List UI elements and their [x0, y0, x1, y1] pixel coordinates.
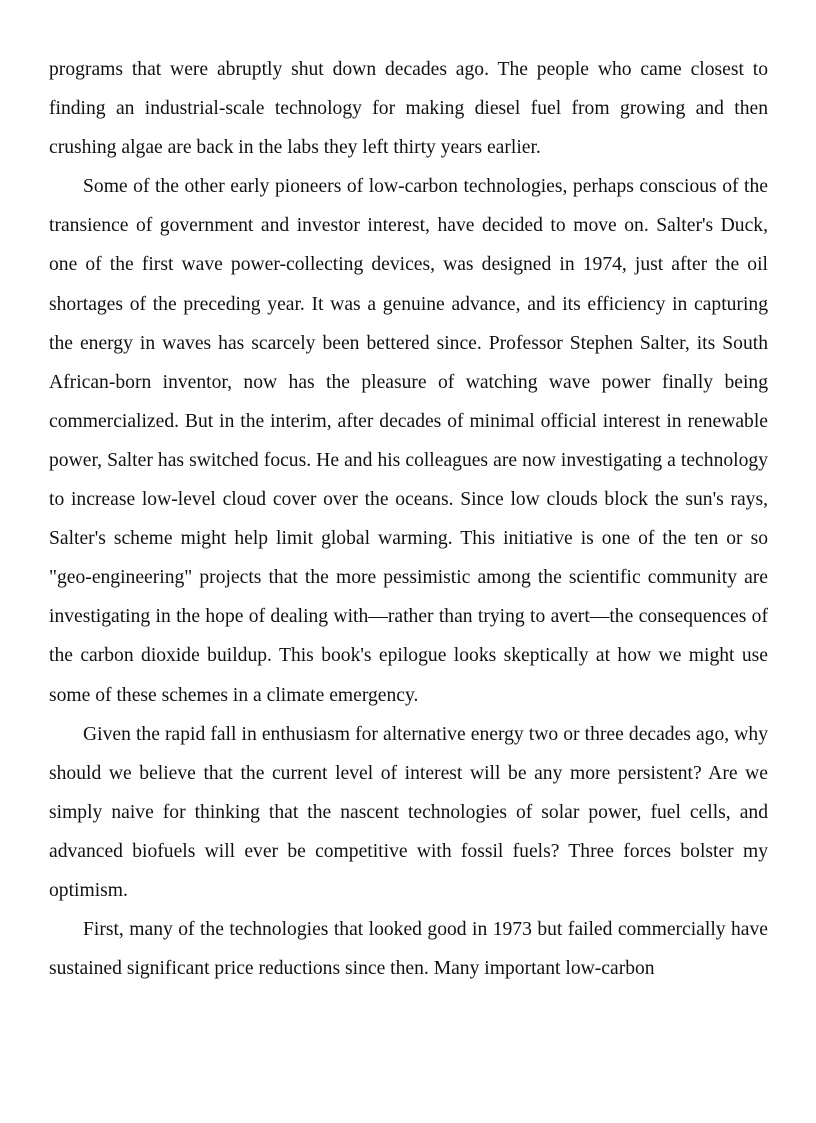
paragraph-3: Given the rapid fall in enthusiasm for alternative energy two or three decades ago, why should we believe that the current level of interest will be any more persistent? Are we simply naive for thinking that the nascent technologies of solar power, fuel cells, and advanced biofuels will ever be competitive with fossil fuels? Three forces bolster my optimism.: [49, 723, 768, 901]
paragraph-2: Some of the other early pioneers of low-carbon technologies, perhaps conscious of the transience of government and investor interest, have decided to move on. Salter's Duck, one of the first wave power-collecting devices, was designed in 1974, just after the oil shortages of the preceding year. It was a genuine advance, and its efficiency in capturing the energy in waves has scarcely been bettered since. Professor Stephen Salter, its South African-born inventor, now has the pleasure of watching wave power finally being commercialized. But in the interim, after decades of minimal official interest in renewable power, Salter has switched focus. He and his colleagues are now investigating a technology to increase low-level cloud cover over the oceans. Since low clouds block the sun's rays, Salter's scheme might help limit global warming. This initiative is one of the ten or so "geo-engineering" projects that the more pessimistic among the scientific community are investigating in the hope of dealing with—rather than trying to avert—the consequences of the carbon dioxide buildup. This book's epilogue looks skeptically at how we might use some of these schemes in a climate emergency.: [49, 176, 768, 706]
paragraph-4: First, many of the technologies that looked good in 1973 but failed commercially have sustained significant price reductions since then. Many important low-carbon: [49, 919, 768, 980]
document-page: [49, 50, 768, 988]
paragraph-1: programs that were abruptly shut down decades ago. The people who came closest to finding an industrial-scale technology for making diesel fuel from growing and then crushing algae are back in the labs they left thirty years earlier.: [49, 59, 768, 159]
